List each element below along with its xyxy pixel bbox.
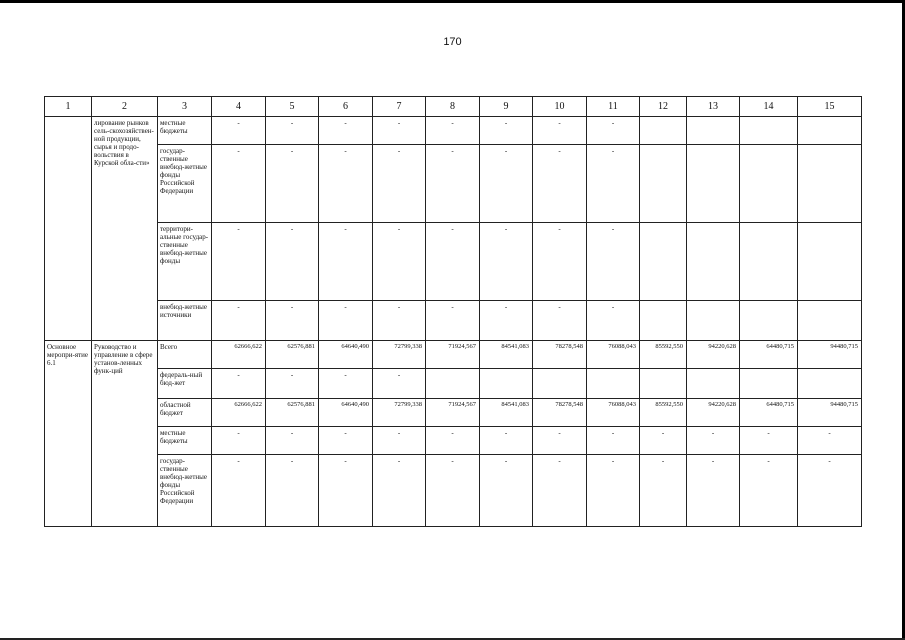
value-cell: 71924,567 [426,399,480,427]
value-cell: - [212,145,266,223]
value-cell [798,117,862,145]
value-cell: - [426,301,480,341]
value-cell [687,301,740,341]
value-cell: - [266,369,319,399]
value-cell: - [480,145,533,223]
value-cell [587,369,640,399]
column-header-2: 2 [92,97,158,117]
value-cell: - [533,455,587,527]
value-cell: - [373,145,426,223]
table-row [45,301,862,341]
value-cell: - [533,117,587,145]
header-row [45,97,862,117]
funding-source-cell: местные бюджеты [158,427,212,455]
column-header-6: 6 [319,97,373,117]
table-row [45,223,862,301]
value-cell: 84541,083 [480,341,533,369]
value-cell [740,301,798,341]
value-cell [687,369,740,399]
value-cell [640,369,687,399]
value-cell: 62576,881 [266,341,319,369]
value-cell: - [587,455,640,527]
value-cell: - [319,427,373,455]
value-cell: - [319,117,373,145]
value-cell: - [266,301,319,341]
value-cell: - [373,369,426,399]
value-cell: - [373,455,426,527]
value-cell: 76088,043 [587,399,640,427]
value-cell: - [319,145,373,223]
funding-source-cell: федераль-ный бюд-жет [158,369,212,399]
value-cell: - [480,223,533,301]
value-cell [687,223,740,301]
value-cell: - [212,369,266,399]
funding-source-cell: внебюд-жетные источники [158,301,212,341]
value-cell: 71924,567 [426,341,480,369]
activity-name-cell: Руководство и управление в сфере установ-ленных функ-ций [92,341,158,527]
value-cell: - [687,455,740,527]
column-header-15: 15 [798,97,862,117]
value-cell: - [426,455,480,527]
funding-source-cell: местные бюджеты [158,117,212,145]
value-cell: - [480,455,533,527]
value-cell: - [640,427,687,455]
table-row [45,455,862,527]
value-cell: 78278,548 [533,399,587,427]
value-cell: - [426,427,480,455]
value-cell: - [266,117,319,145]
value-cell: - [266,145,319,223]
value-cell: - [426,117,480,145]
value-cell: - [426,145,480,223]
value-cell [426,369,480,399]
value-cell: - [212,455,266,527]
value-cell [687,117,740,145]
column-header-3: 3 [158,97,212,117]
value-cell: - [740,455,798,527]
value-cell [740,117,798,145]
value-cell: - [373,117,426,145]
value-cell: - [587,223,640,301]
page-number: 170 [443,36,462,48]
table-row [45,341,862,369]
value-cell: - [266,223,319,301]
activity-cell [45,117,92,341]
value-cell [640,223,687,301]
value-cell [740,369,798,399]
value-cell: - [533,145,587,223]
table-header [45,97,862,117]
value-cell: - [798,455,862,527]
value-cell: - [533,427,587,455]
value-cell: - [212,117,266,145]
activity-cell: Основное меропри-ятие 6.1 [45,341,92,527]
value-cell: - [587,145,640,223]
table-row [45,427,862,455]
column-header-1: 1 [45,97,92,117]
value-cell: - [212,223,266,301]
value-cell: 72799,338 [373,341,426,369]
value-cell [640,145,687,223]
value-cell: 85592,550 [640,399,687,427]
value-cell: - [266,427,319,455]
column-header-5: 5 [266,97,319,117]
value-cell [640,301,687,341]
value-cell: - [480,427,533,455]
value-cell [687,145,740,223]
value-cell [640,117,687,145]
funding-source-cell: государ-ственные внебюд-жетные фонды Российской Федерации [158,145,212,223]
value-cell: 62666,622 [212,341,266,369]
table-row [45,369,862,399]
column-header-14: 14 [740,97,798,117]
value-cell: - [373,301,426,341]
funding-source-cell: государ-ственные внебюд-жетные фонды Российской Федерации [158,455,212,527]
value-cell: 62576,881 [266,399,319,427]
value-cell: - [319,223,373,301]
value-cell: - [480,301,533,341]
column-header-11: 11 [587,97,640,117]
value-cell: - [319,369,373,399]
value-cell: - [212,301,266,341]
value-cell [740,145,798,223]
value-cell [798,145,862,223]
value-cell: - [640,455,687,527]
value-cell [480,369,533,399]
funding-source-cell: областной бюджет [158,399,212,427]
value-cell: 84541,083 [480,399,533,427]
value-cell: - [687,427,740,455]
value-cell: - [587,117,640,145]
value-cell: 64480,715 [740,341,798,369]
scan-edge-top [0,0,905,3]
value-cell: - [533,301,587,341]
value-cell: - [373,427,426,455]
value-cell: 85592,550 [640,341,687,369]
column-header-7: 7 [373,97,426,117]
value-cell [798,369,862,399]
value-cell: 94220,628 [687,341,740,369]
value-cell: 76088,043 [587,341,640,369]
table-row [45,145,862,223]
value-cell: 78278,548 [533,341,587,369]
value-cell: 94480,715 [798,341,862,369]
value-cell [533,369,587,399]
value-cell: 64640,490 [319,341,373,369]
column-header-4: 4 [212,97,266,117]
value-cell [798,301,862,341]
value-cell: 62666,622 [212,399,266,427]
column-header-8: 8 [426,97,480,117]
activity-name-cell: лирование рынков сель-скохозяйствен-ной продукции, сырья и продо-вольствия в Курской обла-сти» [92,117,158,341]
value-cell: - [373,223,426,301]
value-cell: 64640,490 [319,399,373,427]
value-cell: - [740,427,798,455]
funding-source-cell: территори-альные государ-ственные внебюд-жетные фонды [158,223,212,301]
column-header-10: 10 [533,97,587,117]
budget-table [44,96,862,527]
table-body [45,117,862,527]
table-row [45,399,862,427]
column-header-12: 12 [640,97,687,117]
value-cell: - [798,427,862,455]
value-cell: 94220,628 [687,399,740,427]
value-cell: 94480,715 [798,399,862,427]
value-cell: - [480,117,533,145]
value-cell: 64480,715 [740,399,798,427]
table-row [45,117,862,145]
column-header-9: 9 [480,97,533,117]
value-cell: - [266,455,319,527]
value-cell: - [426,223,480,301]
value-cell [740,223,798,301]
value-cell: - [319,301,373,341]
value-cell: - [587,427,640,455]
value-cell [798,223,862,301]
value-cell: 72799,338 [373,399,426,427]
value-cell: - [212,427,266,455]
value-cell: - [533,223,587,301]
value-cell: - [587,301,640,341]
column-header-13: 13 [687,97,740,117]
value-cell: - [319,455,373,527]
funding-source-cell: Всего [158,341,212,369]
